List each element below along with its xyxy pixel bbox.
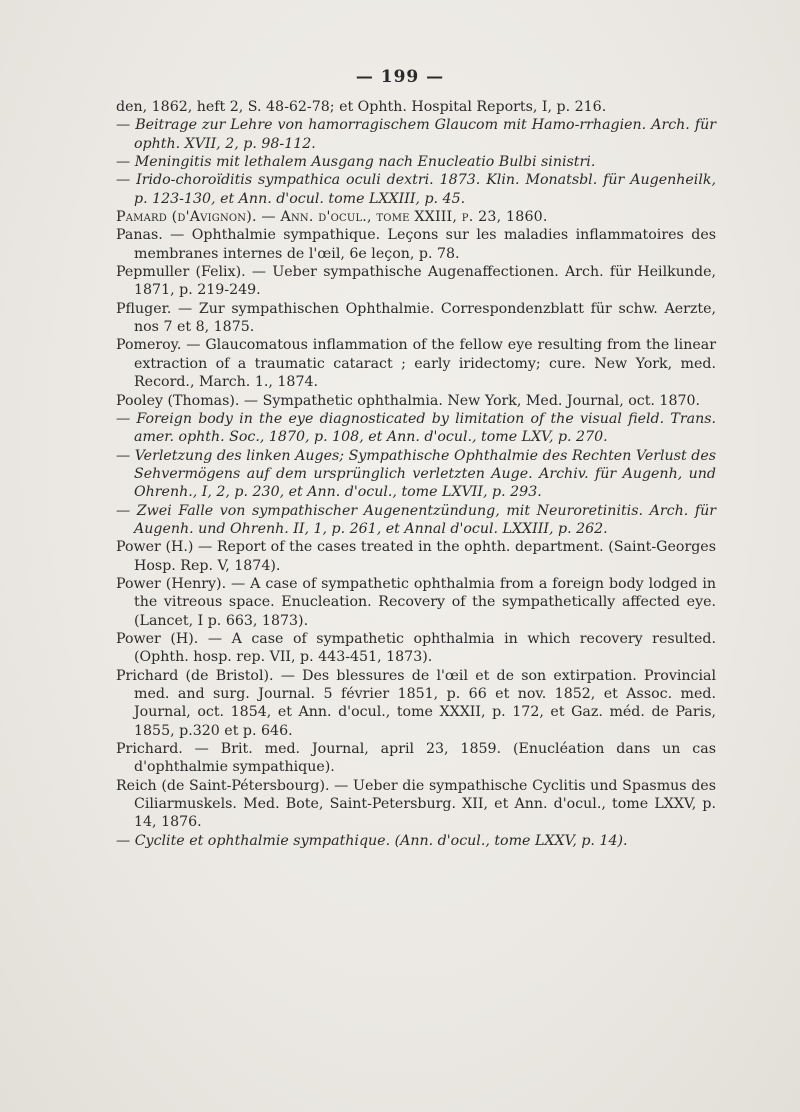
bibliography-entry: — Beitrage zur Lehre von hamorragischem Glaucom mit Hamo-rrhagien. Arch. für ophth. XVII, 2, p. 98-112.: [116, 117, 716, 152]
bibliography-entry: — Zwei Falle von sympathischer Augenentzündung, mit Neuroretinitis. Arch. für Augenh. und Ohrenh. II, 1, p. 261, et Annal d'ocul. LXXIII, p. 262.: [116, 502, 716, 537]
bibliography-entry: — Cyclite et ophthalmie sympathique. (Ann. d'ocul., tome LXXV, p. 14).: [116, 832, 628, 849]
bibliography-entry: Reich (de Saint-Pétersbourg). — Ueber die sympathische Cyclitis und Spasmus des Ciliarmuskels. Med. Bote, Saint-Petersburg. XII, et Ann. d'ocul., tome LXXV, p. 14, 1876.: [116, 777, 716, 831]
bibliography-entry: Prichard (de Bristol). — Des blessures de l'œil et de son extirpation. Provincial med. and surg. Journal. 5 février 1851, p. 66 et nov. 1852, et Assoc. med. Journal, oct. 1854, et Ann. d'ocul., tome XXXII, p. 172, et Gaz. méd. de Paris, 1855, p.320 et p. 646.: [116, 667, 716, 739]
bibliography-entry: Power (H). — A case of sympathetic ophthalmia in which recovery resulted. (Ophth. hosp. rep. VII, p. 443-451, 1873).: [116, 630, 716, 666]
bibliography-entry: — Irido-choroïditis sympathica oculi dextri. 1873. Klin. Monatsbl. für Augenheilk, p. 123-130, et Ann. d'ocul. tome LXXIII, p. 45.: [116, 172, 716, 207]
bibliography-entry: Panas. — Ophthalmie sympathique. Leçons sur les maladies inflammatoires des membranes internes de l'œil, 6e leçon, p. 78.: [116, 227, 716, 262]
bibliography-entry: Pooley (Thomas). — Sympathetic ophthalmia. New York, Med. Journal, oct. 1870.: [116, 392, 701, 409]
bibliography-entry: Pomeroy. — Glaucomatous inflammation of the fellow eye resulting from the linear extraction of a traumatic cataract ; early iridectomy; cure. New York, med. Record., March. 1., 1874.: [116, 337, 716, 391]
bibliography-entry: — Verletzung des linken Auges; Sympathische Ophthalmie des Rechten Verlust des Sehvermögens auf dem ursprünglich verletzten Auge. Archiv. für Augenh, und Ohrenh., I, 2, p. 230, et Ann. d'ocul., tome LXVII, p. 293.: [116, 447, 716, 501]
bibliography-entry: Power (Henry). — A case of sympathetic ophthalmia from a foreign body lodged in the vitreous space. Enucleation. Recovery of the sympathetically affected eye. (Lancet, I p. 663, 1873).: [116, 575, 716, 629]
bibliography-list: [116, 98, 716, 850]
page-number: — 199 —: [355, 67, 445, 87]
bibliography-entry: — Meningitis mit lethalem Ausgang nach Enucleatio Bulbi sinistri.: [116, 154, 596, 171]
bibliography-entry: Power (H.) — Report of the cases treated in the ophth. department. (Saint-Georges Hosp. Rep. V, 1874).: [116, 539, 716, 574]
bibliography-entry: Pamard (d'Avignon). — Ann. d'ocul., tome XXIII, p. 23, 1860.: [116, 209, 548, 226]
bibliography-entry: Prichard. — Brit. med. Journal, april 23, 1859. (Enucléation dans un cas d'ophthalmie sympathique).: [116, 741, 716, 776]
bibliography-entry: — Foreign body in the eye diagnosticated by limitation of the visual field. Trans. amer. ophth. Soc., 1870, p. 108, et Ann. d'ocul., tome LXV, p. 270.: [116, 410, 716, 446]
bibliography-entry: den, 1862, heft 2, S. 48-62-78; et Ophth. Hospital Reports, I, p. 216.: [116, 99, 607, 115]
bibliography-entry: Pfluger. — Zur sympathischen Ophthalmie. Correspondenzblatt für schw. Aerzte, nos 7 et 8, 1875.: [116, 300, 716, 336]
bibliography-entry: Pepmuller (Felix). — Ueber sympathische Augenaffectionen. Arch. für Heilkunde, 1871, p. 219-249.: [116, 264, 716, 299]
